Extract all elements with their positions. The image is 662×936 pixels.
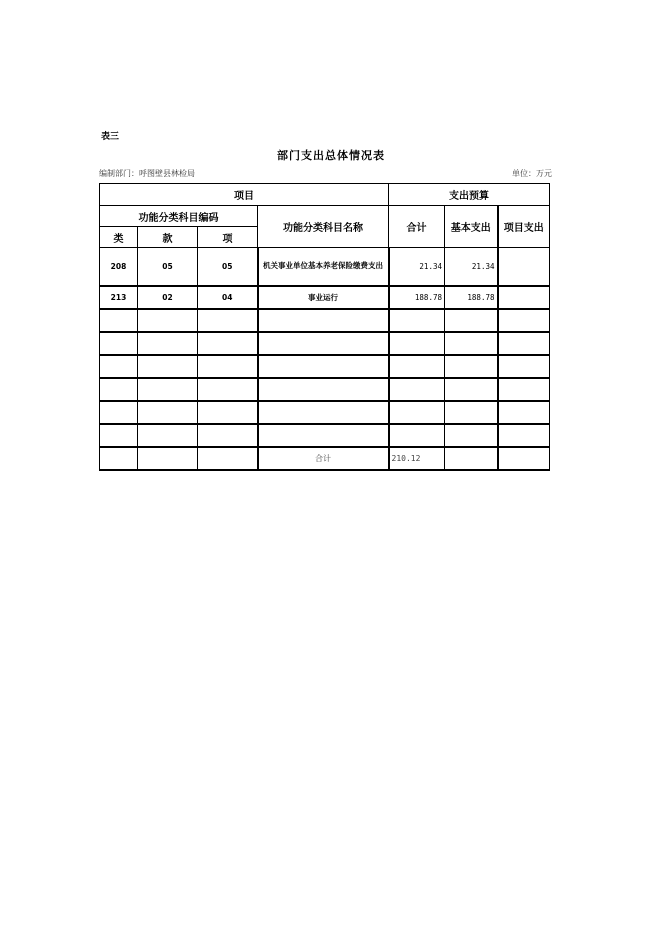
table-row-empty bbox=[100, 309, 550, 332]
header-project-exp: 项目支出 bbox=[498, 206, 550, 248]
table-row-empty bbox=[100, 424, 550, 447]
page-title: 部门支出总体情况表 bbox=[277, 149, 385, 162]
cell-basic: 21.34 bbox=[445, 248, 498, 286]
header-func-code: 功能分类科目编码 bbox=[100, 206, 258, 227]
total-row bbox=[100, 447, 550, 470]
expenditure-table bbox=[99, 183, 550, 471]
header-total: 合计 bbox=[389, 206, 445, 248]
cell-lei: 213 bbox=[100, 286, 138, 309]
header-budget: 支出预算 bbox=[389, 184, 550, 206]
total-value: 210.12 bbox=[389, 447, 445, 470]
cell-name: 机关事业单位基本养老保险缴费支出 bbox=[258, 248, 389, 286]
cell-basic: 188.78 bbox=[445, 286, 498, 309]
cell-total: 188.78 bbox=[389, 286, 445, 309]
table-row bbox=[100, 248, 550, 286]
cell-project bbox=[498, 248, 550, 286]
cell-kuan: 02 bbox=[138, 286, 198, 309]
table-row-empty bbox=[100, 401, 550, 424]
cell-total: 21.34 bbox=[389, 248, 445, 286]
unit-label: 单位：万元 bbox=[512, 169, 552, 178]
department-label: 编制部门：呼图壁县林检局 bbox=[99, 169, 195, 178]
cell-xiang: 04 bbox=[198, 286, 258, 309]
header-xiang: 项 bbox=[198, 227, 258, 248]
cell-xiang: 05 bbox=[198, 248, 258, 286]
header-basic: 基本支出 bbox=[445, 206, 498, 248]
table-row-empty bbox=[100, 378, 550, 401]
header-kuan: 款 bbox=[138, 227, 198, 248]
cell-name: 事业运行 bbox=[258, 286, 389, 309]
header-lei: 类 bbox=[100, 227, 138, 248]
table-row-empty bbox=[100, 332, 550, 355]
table-row bbox=[100, 286, 550, 309]
header-project: 项目 bbox=[100, 184, 389, 206]
table-row-empty bbox=[100, 355, 550, 378]
header-func-name: 功能分类科目名称 bbox=[258, 206, 389, 248]
total-label: 合计 bbox=[258, 447, 389, 470]
cell-kuan: 05 bbox=[138, 248, 198, 286]
table-number: 表三 bbox=[101, 132, 120, 142]
cell-project bbox=[498, 286, 550, 309]
cell-lei: 208 bbox=[100, 248, 138, 286]
